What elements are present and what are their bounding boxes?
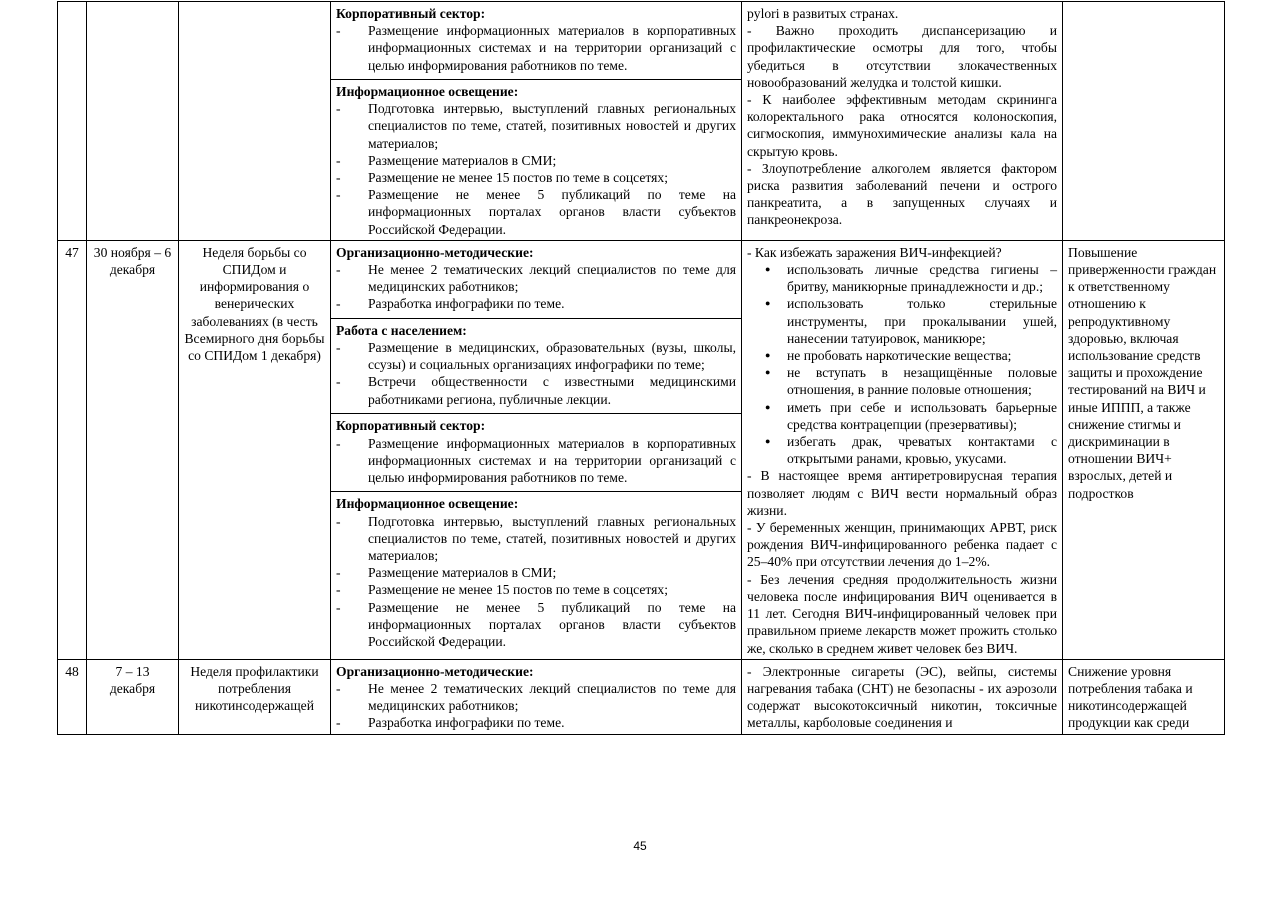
goal-cell: Повышение приверженности граждан к ответственному отношению к репродуктивному здоровью, включая использование средств защиты и прохождение тестирований на ВИЧ и иные ИППП, а также снижение стигмы и дискриминации в отношении ВИЧ+ взрослых, детей и подростков — [1063, 240, 1225, 659]
corporate-sector-cell — [331, 414, 742, 492]
info-coverage-cell — [331, 80, 742, 241]
list-item: - Встречи общественности с известными медицинскими работниками региона, публичные лекции. — [336, 374, 736, 407]
fact-line: - К наиболее эффективным методам скрининга колоректального рака относятся колоноскопия, сигмоскопия, иммунохимические анализы кала на скрытую кровь. — [747, 92, 1057, 159]
list-item: - Размещение материалов в СМИ; — [336, 152, 557, 168]
key-facts-cell — [742, 2, 1063, 241]
methodical-cell — [331, 240, 742, 318]
corporate-sector-cell — [331, 2, 742, 80]
table-row — [58, 659, 1225, 734]
list-item: - Не менее 2 тематических лекций специалистов по теме для медицинских работников; — [336, 680, 736, 714]
list-item: - Разработка инфографики по теме. — [336, 296, 565, 312]
event-name-cell: Неделя борьбы со СПИДом и информирования о венерических заболеваниях (в честь Всемирного дня борьбы со СПИДом 1 декабря) — [179, 240, 331, 659]
fact-line: - Важно проходить диспансеризацию и профилактические осмотры для того, чтобы убедиться в отсутствии злокачественных новообразований желудка и толстой кишки. — [747, 23, 1057, 90]
fact-line: pylori в развитых странах. — [747, 6, 899, 21]
num-cell — [58, 2, 87, 241]
fact-line: - У беременных женщин, принимающих АРВТ, риск рождения ВИЧ-инфицированного ребенка падает с 25–40% при отсутствии лечения до 1–2%. — [747, 520, 1057, 570]
key-facts-cell: - Электронные сигареты (ЭС), вейпы, системы нагревания табака (СНТ) не безопасны - их аэрозоли содержат высокотоксичный никотин, токсичные металлы, карболовые соединения и — [742, 659, 1063, 734]
events-table — [57, 1, 1225, 735]
list-item: ● использовать личные средства гигиены – бритву, маникюрные принадлежности и др.; — [765, 261, 1057, 295]
dates-cell — [87, 2, 179, 241]
list-item: ● избегать драк, чреватых контактами с открытыми ранами, кровью, укусами. — [765, 433, 1057, 467]
list-item: - Подготовка интервью, выступлений главных региональных специалистов по теме, статей, позитивных новостей и других материалов; — [336, 101, 736, 151]
table-row — [58, 240, 1225, 318]
table-row — [58, 2, 1225, 80]
info-coverage-cell — [331, 492, 742, 659]
list-item: - Размещение материалов в СМИ; — [336, 565, 557, 581]
goal-cell: Снижение уровня потребления табака и никотинсодержащей продукции как среди — [1063, 659, 1225, 734]
fact-line: - Как избежать заражения ВИЧ-инфекцией? — [747, 244, 1002, 260]
num-cell: 48 — [58, 659, 87, 734]
section-title: Корпоративный сектор: — [336, 6, 486, 21]
list-item: - Не менее 2 тематических лекций специалистов по теме для медицинских работников; — [336, 262, 736, 295]
list-item: - Разработка инфографики по теме. — [336, 715, 565, 731]
fact-line: - Злоупотребление алкоголем является фактором риска развития заболеваний печени и острого панкреатита, а в запущенных случаях и панкреонекроза. — [747, 160, 1057, 228]
dates-cell: 30 ноября – 6 декабря — [87, 240, 179, 659]
section-title: Корпоративный сектор: — [336, 418, 486, 434]
facts-bullet-list — [747, 261, 1057, 467]
list-item: ● не вступать в незащищённые половые отношения, в ранние половые отношения; — [765, 364, 1057, 398]
page-number: 45 — [633, 839, 647, 853]
fact-line: - Без лечения средняя продолжительность жизни человека после инфицирования ВИЧ оценивается в 11 лет. Сегодня ВИЧ-инфицированный человек при правильном приеме лекарств может прожить столько же, сколько в среднем живет человек без ВИЧ. — [747, 571, 1057, 656]
list-item: ● использовать только стерильные инструменты, при прокалывании ушей, нанесении татуировок, маникюре; — [765, 295, 1057, 347]
key-facts-cell — [742, 240, 1063, 659]
list-item: ● не пробовать наркотические вещества; — [765, 347, 1057, 364]
list-item: - Размещение информационных материалов в корпоративных информационных системах и на территории организаций с целью информирования работников по теме. — [336, 435, 736, 486]
event-name-cell — [179, 2, 331, 241]
list-item: - Размещение не менее 15 постов по теме в соцсетях; — [336, 582, 669, 598]
section-title: Информационное освещение: — [336, 496, 519, 512]
list-item: - Размещение в медицинских, образовательных (вузы, школы, ссузы) и социальных организациях инфографики по теме; — [336, 339, 736, 373]
list-item: ● иметь при себе и использовать барьерные средства контрацепции (презервативы); — [765, 399, 1057, 433]
methodical-cell — [331, 659, 742, 734]
list-item: - Подготовка интервью, выступлений главных региональных специалистов по теме, статей, позитивных новостей и других материалов; — [336, 513, 736, 563]
num-cell: 47 — [58, 240, 87, 659]
event-name-cell: Неделя профилактики потребления никотинсодержащей — [179, 659, 331, 734]
list-item: - Размещение не менее 5 публикаций по теме на информационных порталах органов власти субъектов Российской Федерации. — [336, 187, 736, 237]
list-item: - Размещение не менее 5 публикаций по теме на информационных порталах органов власти субъектов Российской Федерации. — [336, 599, 736, 649]
fact-line: - В настоящее время антиретровирусная терапия позволяет людям с ВИЧ вести нормальный образ жизни. — [747, 468, 1057, 518]
dates-cell: 7 – 13 декабря — [87, 659, 179, 734]
goal-cell — [1063, 2, 1225, 241]
population-cell — [331, 318, 742, 414]
section-title: Работа с населением: — [336, 322, 467, 338]
list-item: - Размещение информационных материалов в корпоративных информационных системах и на территории организаций с целью информирования работников по теме. — [336, 23, 736, 73]
list-item: - Размещение не менее 15 постов по теме в соцсетях; — [336, 170, 669, 186]
section-title: Организационно-методические: — [336, 663, 534, 679]
section-title: Организационно-методические: — [336, 244, 534, 260]
section-title: Информационное освещение: — [336, 84, 519, 99]
